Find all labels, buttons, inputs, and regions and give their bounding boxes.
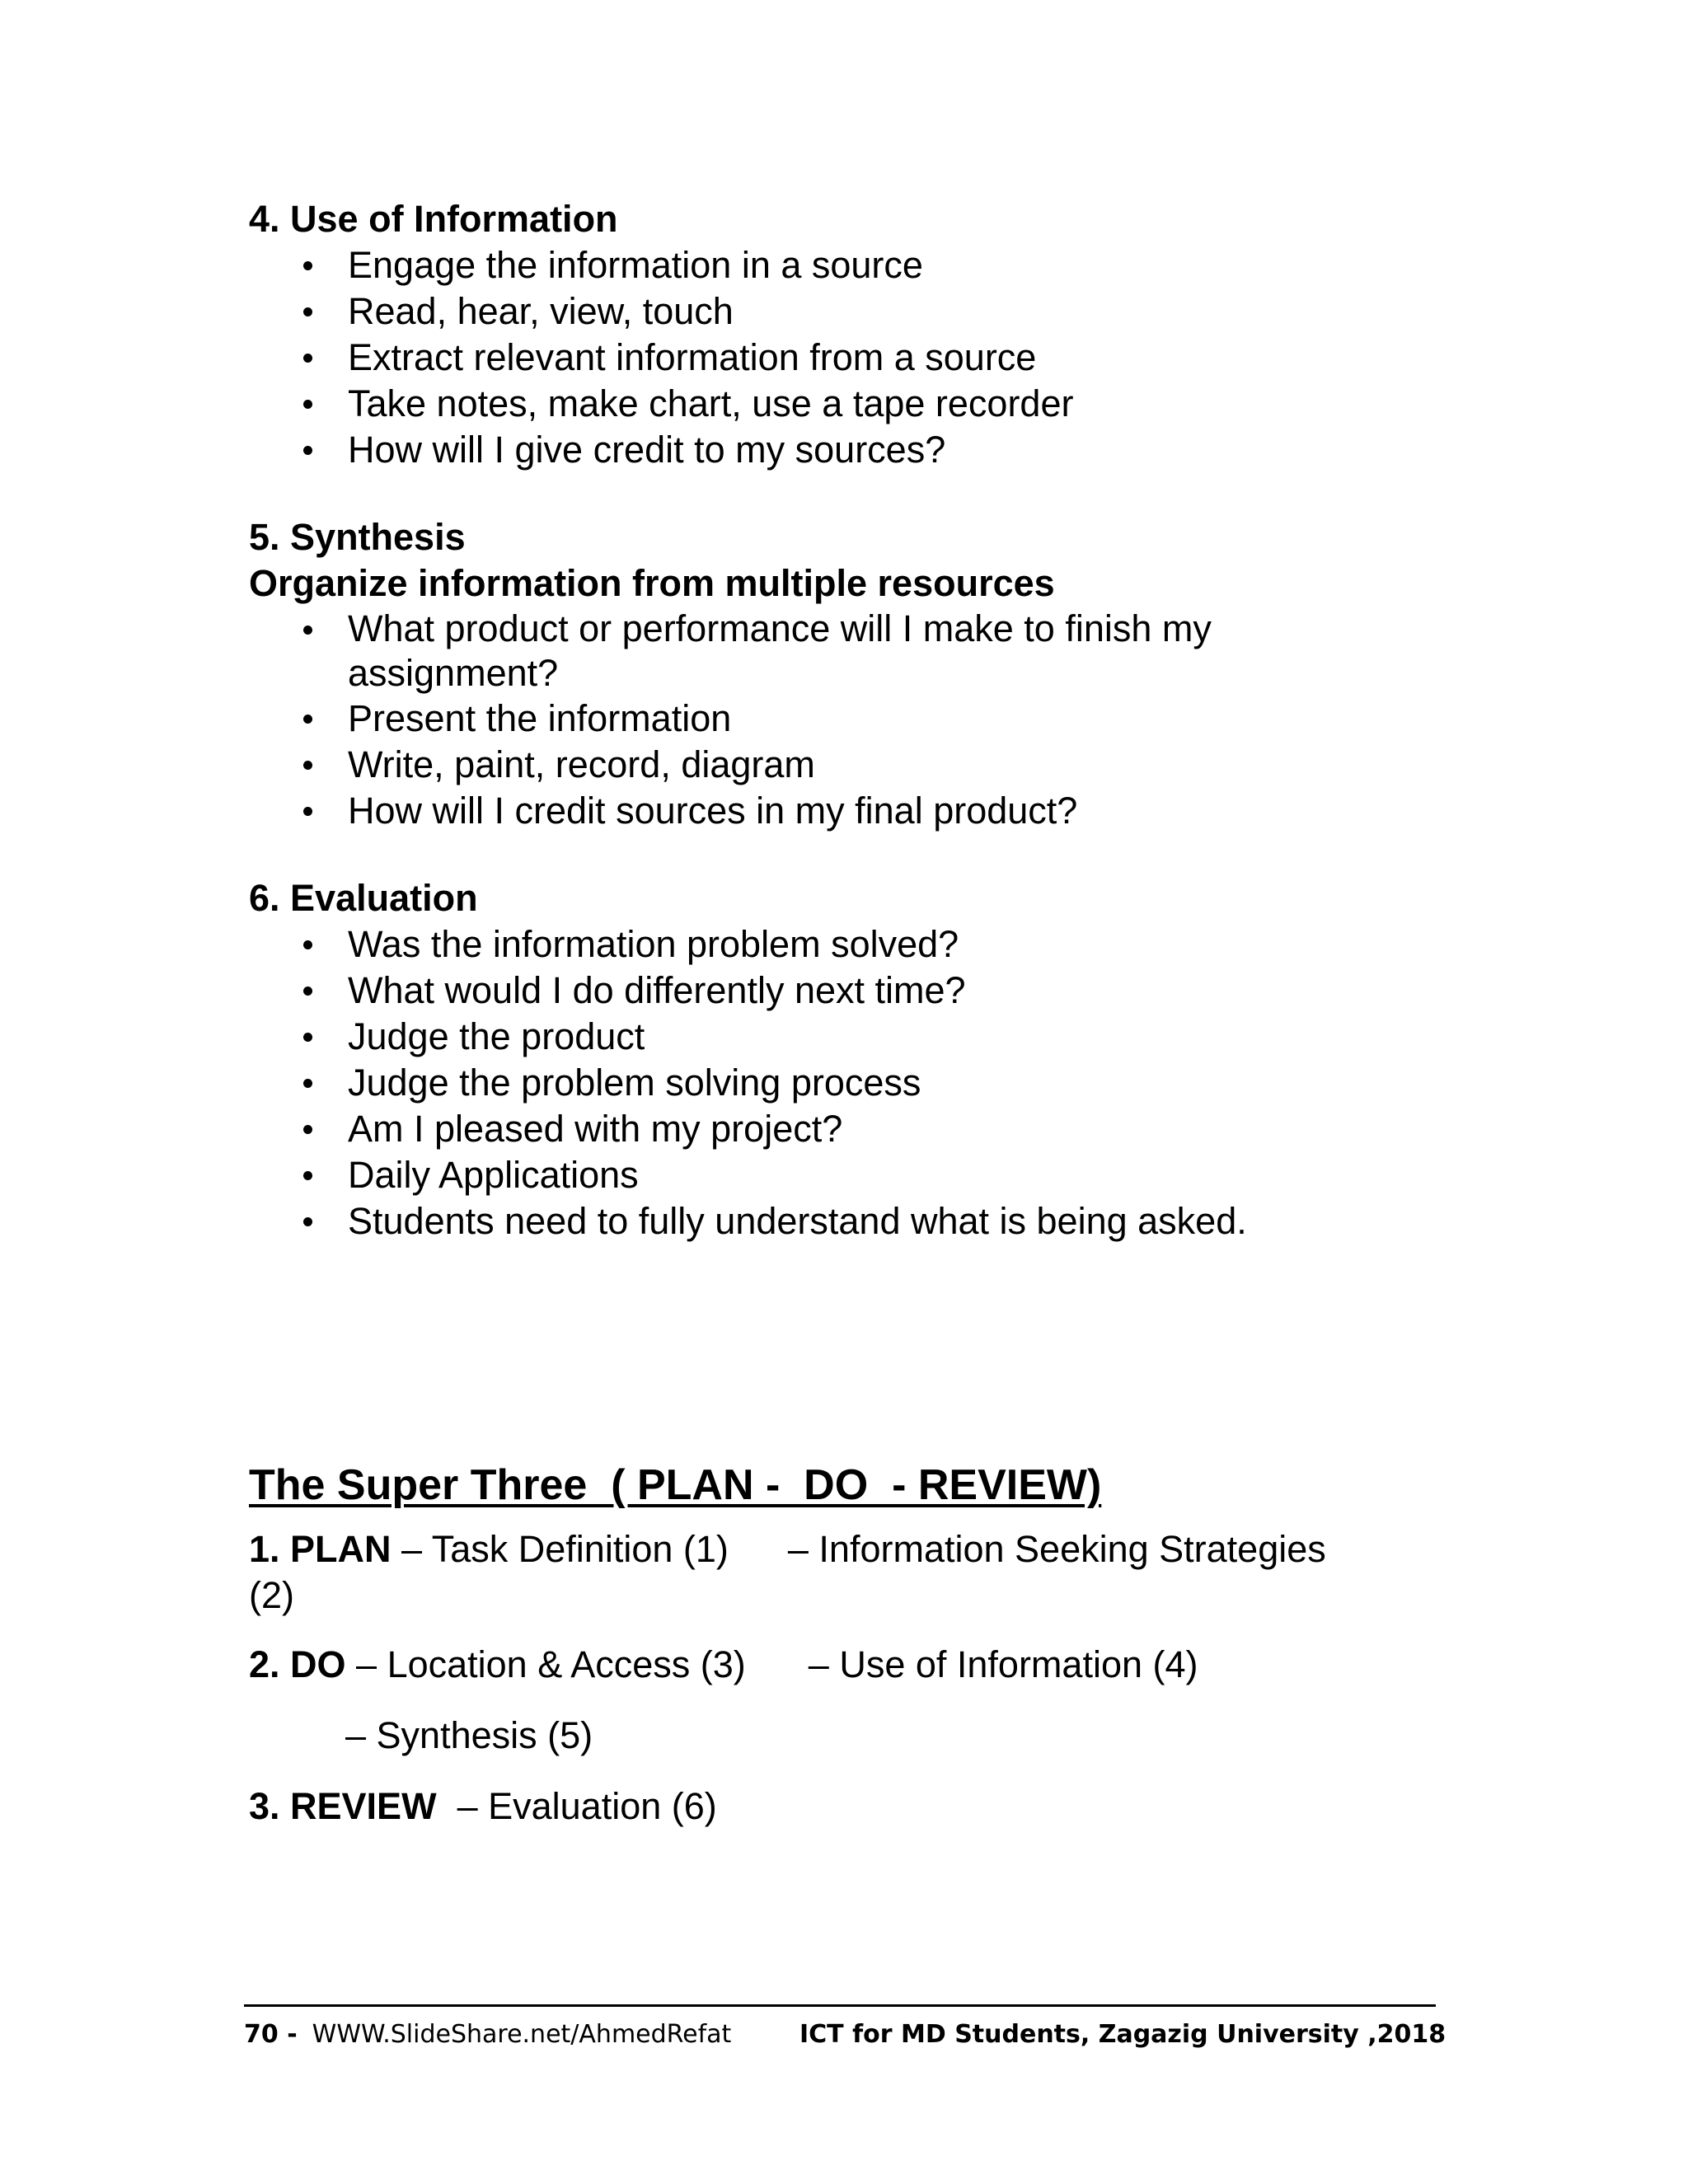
use-of-information-list [249, 242, 1436, 473]
footer-text [244, 2018, 1447, 2051]
synthesis-list [249, 607, 1436, 834]
section-heading-evaluation: 6. Evaluation [249, 877, 478, 919]
list-item: How will I credit sources in my final product? [249, 788, 1436, 834]
list-item: How will I give credit to my sources? [249, 427, 1436, 473]
list-item: Judge the problem solving process [249, 1060, 1436, 1106]
bullet-icon [303, 354, 312, 363]
list-item: Daily Applications [249, 1152, 1436, 1198]
list-item: Judge the product [249, 1014, 1436, 1060]
bullet-icon [303, 715, 312, 724]
evaluation-list [249, 921, 1436, 1244]
plan-row-continuation: (2) [249, 1574, 294, 1616]
bullet-icon [303, 400, 312, 409]
plan-label: 1. PLAN [249, 1528, 392, 1570]
list-item: Students need to fully understand what is being asked. [249, 1198, 1436, 1244]
bullet-icon [303, 261, 312, 270]
list-item: What product or performance will I make to finish my assignment? [249, 607, 1362, 696]
list-item: Write, paint, record, diagram [249, 742, 1436, 788]
super-three-title: The Super Three ( PLAN - DO - REVIEW) [249, 1461, 1102, 1509]
bullet-icon [303, 987, 312, 996]
review-label: 3. REVIEW [249, 1785, 437, 1827]
list-item: Present the information [249, 696, 1436, 742]
bullet-icon [303, 626, 312, 635]
page-number: 70 - [244, 2020, 298, 2049]
list-item: Read, hear, view, touch [249, 288, 1436, 335]
bullet-icon [303, 807, 312, 816]
review-row: 3. REVIEW – Evaluation (6) [249, 1785, 717, 1827]
bullet-icon [303, 1171, 312, 1180]
bullet-icon [303, 446, 312, 455]
section-heading-use-of-information: 4. Use of Information [249, 198, 618, 240]
synthesis-subheading: Organize information from multiple resources [249, 562, 1055, 604]
bullet-icon [303, 1033, 312, 1042]
footer-site-link[interactable]: WWW.SlideShare.net/AhmedRefat [312, 2020, 732, 2049]
list-item: What would I do differently next time? [249, 968, 1436, 1014]
bullet-icon [303, 1079, 312, 1088]
bullet-icon [303, 1217, 312, 1226]
list-item: Am I pleased with my project? [249, 1106, 1436, 1152]
plan-row: 1. PLAN – Task Definition (1) – Information Seeking Strategies [249, 1528, 1326, 1570]
list-item: Take notes, make chart, use a tape recorder [249, 381, 1436, 427]
list-item: Was the information problem solved? [249, 921, 1436, 968]
do-row: 2. DO – Location & Access (3) – Use of Information (4) [249, 1643, 1198, 1685]
do-label: 2. DO [249, 1643, 346, 1685]
list-item: Extract relevant information from a source [249, 335, 1436, 381]
bullet-icon [303, 940, 312, 949]
page-content [249, 196, 1436, 1830]
do-row-synthesis: – Synthesis (5) [345, 1714, 593, 1756]
section-heading-synthesis: 5. Synthesis [249, 516, 466, 558]
bullet-icon [303, 1125, 312, 1134]
footer-course-title: ICT for MD Students, Zagazig University ,2018 [799, 2020, 1447, 2049]
bullet-icon [303, 307, 312, 316]
page-footer [244, 2004, 1447, 2049]
list-item: Engage the information in a source [249, 242, 1436, 288]
bullet-icon [303, 761, 312, 770]
